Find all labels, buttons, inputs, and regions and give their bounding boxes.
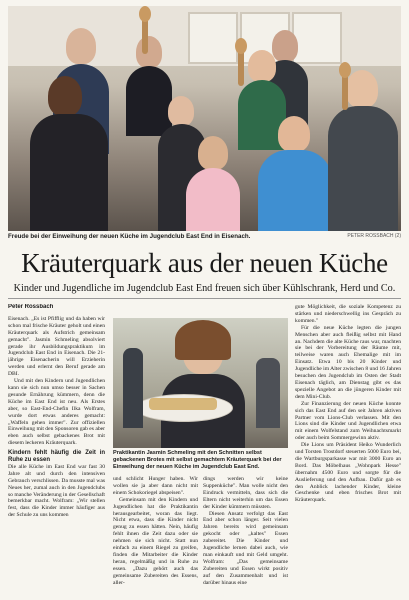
article-column-1 <box>8 304 105 598</box>
person-body <box>186 168 240 231</box>
top-photo <box>8 6 401 231</box>
person-body <box>258 150 332 231</box>
paragraph: Für die neue Küche legten die jungen Menschen aber auch fleißig selbst mit Hand an. Nachdem die alte Küche raus war, machten sie bei der Vorbereitung der Räume mit, teilweise waren auch Ehemalige mit im Einsatz. Etwa 10 bis 20 Kinder und Jugendliche im Alter zwischen 8 und 16 Jahren besuchen den Jugendclub im Osten der Stadt Eisenach täglich, am Dienstag gibt es das spezielle Angebot an die jüngeren Kinder mit dem Mini-Club. <box>295 324 401 400</box>
background-person <box>123 348 143 428</box>
wooden-spoon <box>235 38 247 54</box>
person-body <box>328 106 398 231</box>
paragraph: Die alle Küche im East End war fast 30 Jahre alt und durch den intensiven Gebrauch verschlissen. Da musste mal was Neues her, zumal auch in den Jugendclubs so manche Veränderung in der Gesellschaft bemerkbar macht. Wolfram: „Wir stellen fest, dass die Kinder immer häufiger aus der Schule zu uns kommen <box>8 463 105 519</box>
article-column-3 <box>203 476 288 598</box>
wooden-spoon <box>339 62 351 78</box>
person-head <box>346 70 378 108</box>
paragraph: Gemeinsam mit den Kindern und Jugendlichen hat die Praktikantin herausgearbeitet, woran das liegt. Nicht etwa, dass die Kinder nicht genug zu essen hätten. Nein, häufig fehlt ihnen die Zeit dazu oder sie nehmen sie sich nicht. Statt nun einfach zu einem Riegel zu greifen, finden die Mitarbeiter die Kinder heran, regelmäßig und in Ruhe zu essen. „Dazu gehört auch das gemeinsame Zubereiten des Essens, aller- <box>113 496 198 586</box>
article-column-4 <box>295 304 401 598</box>
person-head <box>278 116 310 152</box>
section-subtitle: Kindern fehlt häufig die Zeit in Ruhe zu essen <box>8 450 105 464</box>
person-head <box>136 36 162 68</box>
paragraph: gute Möglichkeit, die soziale Kompetenz zu stärken und niederschwellig ins Gespräch zu kommen." <box>295 304 401 324</box>
photo-window <box>188 12 238 64</box>
wooden-spoon <box>139 6 151 22</box>
author-byline: Peter Rossbach <box>8 304 54 310</box>
paragraph: Die Lions um Präsident Heiko Wunderlich und Torsten Trostdorf steuerten 5000 Euro bei, die Wartburgsparkasse war mit 3000 Euro an Bord. Das Möbelhaus „Wohnpark Hesse" übernahm 4500 Euro und sorgte für die Auslieferung und den Aufbau. Dafür gab es den Anblick lachender Kinder, kleine Geschenke und eben frisches Brot mit Kräuterquark. <box>295 442 401 504</box>
person-head <box>198 136 228 170</box>
person-head <box>66 28 96 64</box>
photo-window <box>292 12 342 64</box>
person-head <box>248 50 276 82</box>
person-body <box>30 114 108 231</box>
headline: Kräuterquark aus der neuen Küche <box>21 248 388 278</box>
paragraph: Zur Finanzierung der neuen Küche konnte sich das East End auf den seit Jahren aktiven Partner vom Lions-Club verlassen. Mit den Lions sind die Kinder und Jugendlichen etwa mit einem Wolfelstand zum Weihnachtsmarkt oder auch beim Sommergewinn aktiv. <box>295 400 401 442</box>
paragraph: Diesen Ansatz verfolgt das East End aber schon länger. Seit vielen Jahren bereits wird gemeinsam gekocht oder „kaltes" Essen zubereitet. Die Kinder und Jugendliche lernen dabei auch, wie man einkauft und mit Geld umgeht. Wolfram: „Das gemeinsame Zubereiten und Essen wirkt positiv auf den Zusammenhalt und ist darüber hinaus eine <box>203 510 288 586</box>
middle-photo <box>113 318 288 448</box>
paragraph: Und mit den Kindern und Jugendlichen kann sie sich nun umso besser in Sachen gesunde Ernährung kümmern, denn die Küche im East End ist neu. Als Erstes aber, so East-End-Chefin Ilka Wolfram, wurde dort etwas anderes gemacht: „Waffeln gehen immer". Zur offiziellen Einweihung mit den Sponsoren gab es aber eben auch selbst gebackenes Brot mit diesem leckeren Kräuterquark. <box>8 378 105 447</box>
photo-credit: PETER ROSSBACH (2) <box>347 233 401 239</box>
person-body <box>126 66 172 136</box>
top-photo-caption <box>8 233 401 240</box>
middle-photo-caption: Praktikantin Jasmin Schmeling mit den Schnitten selbst gebackenen Brotes mit selbst gemachtem Kräuterquark bei der Einweihung der neuen Küche im Jugendclub East End. <box>113 450 282 470</box>
person-hair <box>175 320 231 360</box>
person-head <box>48 76 82 116</box>
paragraph: Eisenach. „Es ist Pfifflig und da haben wir schon mal frische Kräuter geholt und einen Kräuterquark als Aufstrich gemeinsam gemacht". Jasmin Schmeling absolviert gerade ihr Ausbildungspraktikum im Jugendclub East End in Eisenach. Die 21-jährige Eisenacherin will Erzieherin werden und erlernt den Beruf gerade am DBI. <box>8 315 105 378</box>
person-head <box>272 30 298 62</box>
bread-slices <box>149 398 217 410</box>
article-column-2 <box>113 476 198 598</box>
background-person <box>256 358 280 428</box>
person-head <box>168 96 194 126</box>
subheadline: Kinder und Jugendliche im Jugendclub East End freuen sich über Kühlschrank, Herd und Co. <box>13 283 396 294</box>
paragraph: dings werden wir keine Suppenküche". Man wolle nicht den Eindruck vermitteln, dass sich die Eltern nicht weiterhin um das Essen der Kinder kümmern müssten. <box>203 476 288 510</box>
paragraph: und schlicht Hunger haben. Wir wollen sie ja aber dann nicht mit einem Schokoriegel abspeisen". <box>113 476 198 496</box>
caption-text: Freude bei der Einweihung der neuen Küche im Jugendclub East End in Eisenach. <box>8 233 251 240</box>
divider <box>8 298 401 299</box>
